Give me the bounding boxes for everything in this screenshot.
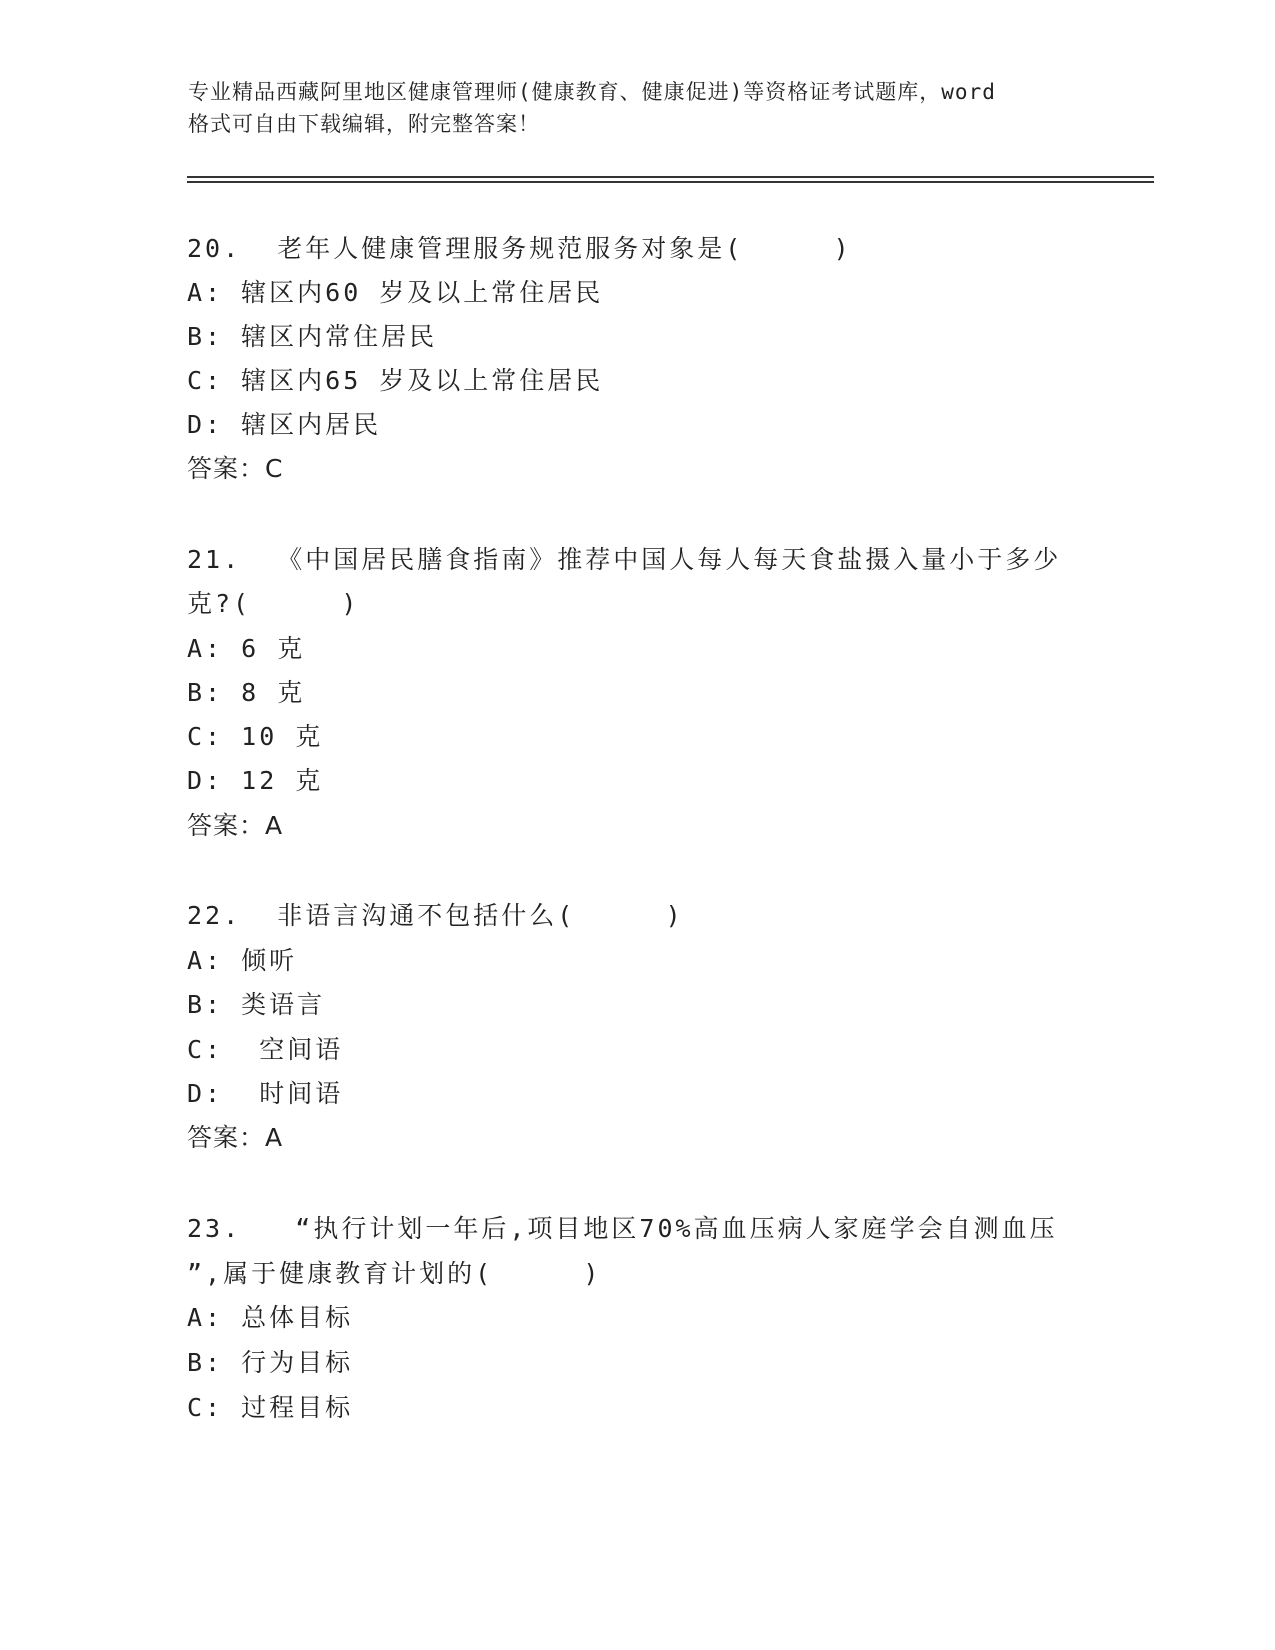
question-22-option-d: D: 时间语 [187, 1079, 344, 1108]
question-22-option-c: C: 空间语 [187, 1035, 344, 1064]
question-20-stem: 20. 老年人健康管理服务规范服务对象是( ) [187, 234, 852, 263]
question-23-option-c: C: 过程目标 [187, 1393, 354, 1422]
question-20-answer: 答案：C [187, 454, 284, 483]
question-23-stem-line-1: 23. “执行计划一年后,项目地区70%高血压病人家庭学会自测血压 [187, 1214, 1058, 1243]
question-21-answer: 答案：A [187, 811, 284, 840]
question-21-stem-line-1: 21. 《中国居民膳食指南》推荐中国人每人每天食盐摄入量小于多少 [187, 545, 1062, 574]
question-20-option-b: B: 辖区内常住居民 [187, 322, 438, 351]
question-22-answer: 答案：A [187, 1123, 284, 1152]
question-20-option-d: D: 辖区内居民 [187, 410, 382, 439]
question-21-option-c: C: 10 克 [187, 722, 324, 751]
question-21-option-a: A: 6 克 [187, 634, 306, 663]
question-20-option-a: A: 辖区内60 岁及以上常住居民 [187, 278, 604, 307]
question-20-option-c: C: 辖区内65 岁及以上常住居民 [187, 366, 604, 395]
header-divider-top [187, 176, 1154, 178]
header-line-1: 专业精品西藏阿里地区健康管理师(健康教育、健康促进)等资格证考试题库，word [188, 80, 996, 104]
question-23-stem-line-2: ”,属于健康教育计划的( ) [187, 1259, 602, 1288]
question-23-option-a: A: 总体目标 [187, 1303, 354, 1332]
question-21-option-b: B: 8 克 [187, 678, 306, 707]
question-22-option-a: A: 倾听 [187, 946, 298, 975]
question-21-stem-line-2: 克?( ) [187, 589, 360, 618]
question-21-option-d: D: 12 克 [187, 766, 324, 795]
header-line-2: 格式可自由下载编辑，附完整答案！ [188, 112, 540, 136]
document-header [188, 76, 1088, 140]
question-22-option-b: B: 类语言 [187, 990, 326, 1019]
question-22-stem: 22. 非语言沟通不包括什么( ) [187, 901, 684, 930]
question-23-option-b: B: 行为目标 [187, 1348, 354, 1377]
header-divider-bottom [187, 181, 1154, 183]
